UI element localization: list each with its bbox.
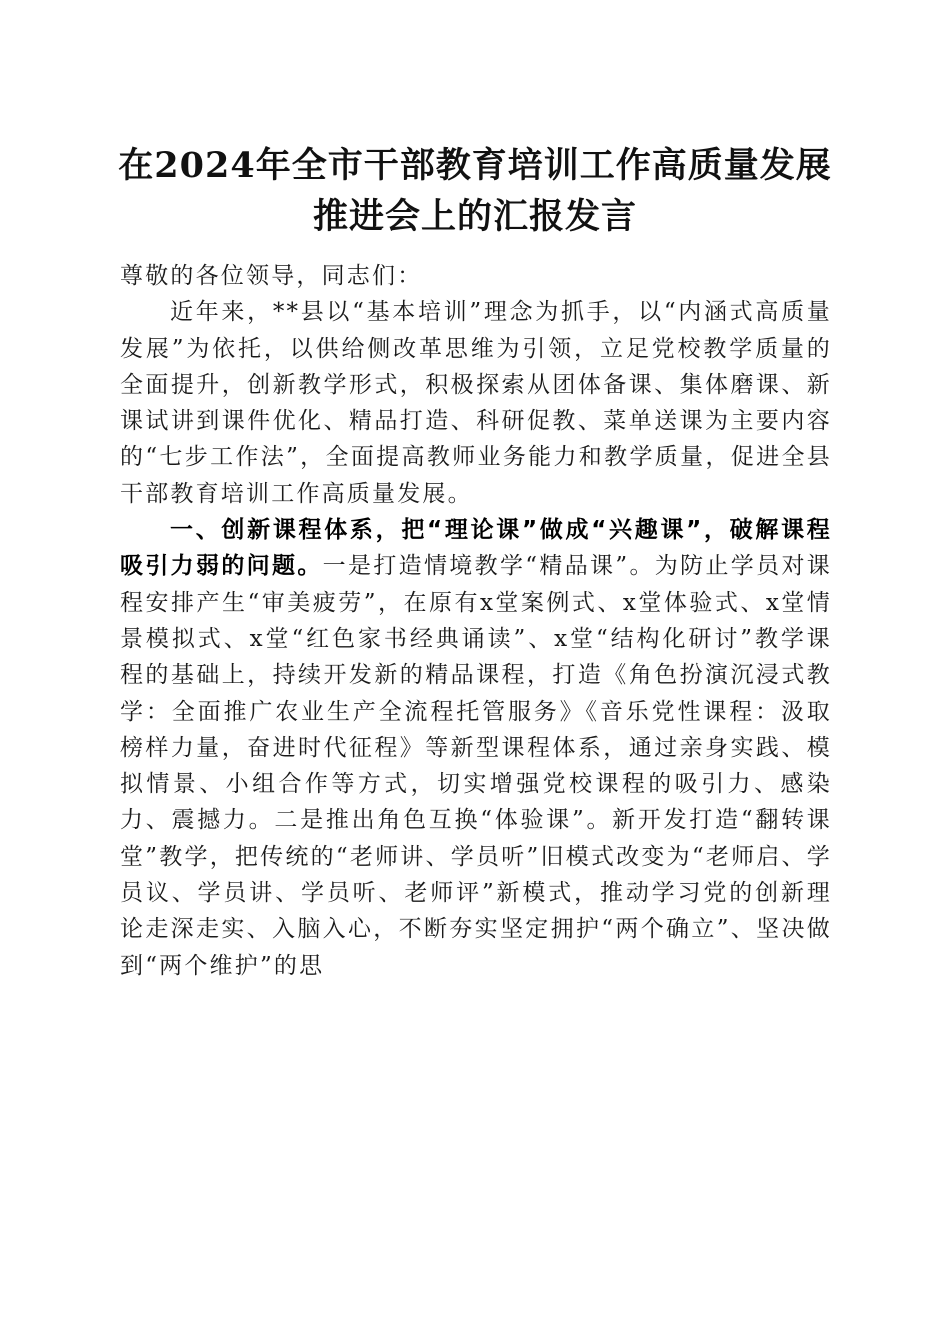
section-1-heading: 一、创新课程体系，把“理论课”做成“兴趣课”，破解课程吸引力弱的问题。 xyxy=(120,517,832,580)
document-title xyxy=(100,140,850,242)
section-1-body: 一是打造情境教学“精品课”。为防止学员对课程安排产生“审美疲劳”，在原有x堂案例式、x堂体验式、x堂情景模拟式、x堂“红色家书经典诵读”、x堂“结构化研讨”教学课程的基础上，持续开发新的精品课程，打造《角色扮演沉浸式教学：全面推广农业生产全流程托管服务》《音乐党性课程：汲取榜样力量，奋进时代征程》等新型课程体系，通过亲身实践、模拟情景、小组合作等方式，切实增强党校课程的吸引力、感染力、震撼力。二是推出角色互换“体验课”。新开发打造“翻转课堂”教学，把传统的“老师讲、学员听”旧模式改变为“老师启、学员议、学员讲、学员听、老师评”新模式，推动学习党的创新理论走深走实、入脑入心，不断夯实坚定拥护“两个确立”、坚决做到“两个维护”的思 xyxy=(120,553,832,979)
section-1-paragraph xyxy=(120,512,832,984)
intro-paragraph: 近年来，**县以“基本培训”理念为抓手，以“内涵式高质量发展”为依托，以供给侧改革思维为引领，立足党校教学质量的全面提升，创新教学形式，积极探索从团体备课、集体磨课、新课试讲到课件优化、精品打造、科研促教、菜单送课为主要内容的“七步工作法”，全面提高教师业务能力和教学质量，促进全县干部教育培训工作高质量发展。 xyxy=(120,299,832,507)
document-body xyxy=(120,258,832,984)
title-line-1: 在2024年全市干部教育培训工作高质量发展 xyxy=(118,145,832,186)
salutation: 尊敬的各位领导，同志们： xyxy=(120,263,423,289)
title-line-2: 推进会上的汇报发言 xyxy=(312,196,637,237)
